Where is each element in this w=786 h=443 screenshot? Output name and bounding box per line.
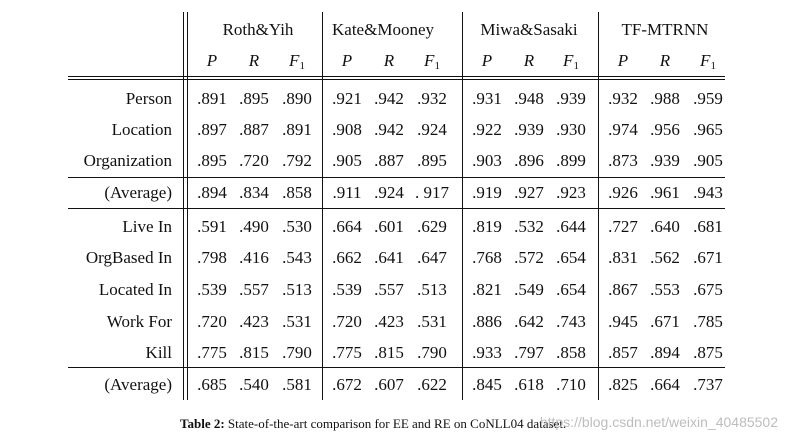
metric-f-letter: F	[424, 51, 435, 70]
entity-average-row-cell: .927	[514, 183, 544, 202]
relation-row-cell: .640	[650, 217, 680, 236]
metric-f-subscript: 1	[573, 60, 579, 72]
relation-row-cell: .675	[693, 280, 723, 299]
relation-row-cell: .775	[332, 343, 362, 362]
metric-header	[563, 51, 579, 71]
relation-row-cell: .945	[608, 312, 638, 331]
relation-row-cell: .720	[332, 312, 362, 331]
relation-row-cell: .857	[608, 343, 638, 362]
relation-row-cell: .513	[417, 280, 447, 299]
entity-row-cell: .908	[332, 120, 362, 139]
group-rule-1	[322, 12, 323, 400]
relation-row-cell: .681	[693, 217, 723, 236]
system-header: TF-MTRNN	[621, 20, 709, 39]
entity-row-cell: .988	[650, 89, 680, 108]
metric-header: P	[481, 51, 493, 70]
relation-row-cell: .644	[556, 217, 586, 236]
metric-header: R	[523, 51, 535, 70]
relation-row-cell: .867	[608, 280, 638, 299]
relation-row-cell: .513	[282, 280, 312, 299]
metric-header: P	[206, 51, 218, 70]
entity-average-row-cell: .961	[650, 183, 680, 202]
relation-row-cell: .894	[650, 343, 680, 362]
relation-row-cell: .831	[608, 248, 638, 267]
entity-row-cell: .895	[197, 151, 227, 170]
relation-row-cell: .775	[197, 343, 227, 362]
header-double-rule-top	[68, 76, 725, 77]
entity-row-cell: .939	[556, 89, 586, 108]
entity-average-rule	[68, 177, 725, 178]
watermark: https://blog.csdn.net/weixin_40485502	[539, 414, 778, 430]
relation-average-row-cell: .737	[693, 375, 723, 394]
relation-row-cell: .671	[693, 248, 723, 267]
caption-text: State-of-the-art comparison for EE and RE on CoNLL04 dataset.	[224, 416, 567, 431]
relation-row-label: Kill	[145, 343, 172, 362]
metric-f-letter: F	[563, 51, 574, 70]
relation-average-row-cell: .825	[608, 375, 638, 394]
relation-average-rule	[68, 367, 725, 368]
metric-header: R	[383, 51, 395, 70]
entity-average-row-cell: .943	[693, 183, 723, 202]
system-header: Roth&Yih	[222, 20, 294, 39]
entity-average-row-cell: .923	[556, 183, 586, 202]
entity-row-cell: .939	[650, 151, 680, 170]
relation-row-cell: .416	[239, 248, 269, 267]
relation-row-cell: .629	[417, 217, 447, 236]
entity-average-row-cell: .834	[239, 183, 269, 202]
group-rule-3	[598, 12, 599, 400]
entity-row-cell: .720	[239, 151, 269, 170]
relation-row-cell: .562	[650, 248, 680, 267]
relation-row-cell: .671	[650, 312, 680, 331]
double-vertical-rule-right	[187, 12, 188, 400]
entity-row-label: Person	[125, 89, 172, 108]
relation-row-cell: .785	[693, 312, 723, 331]
metric-header: R	[248, 51, 260, 70]
relation-row-cell: .821	[472, 280, 502, 299]
relation-average-row-cell: .540	[239, 375, 269, 394]
metric-f-subscript: 1	[434, 60, 440, 72]
entity-row-cell: .887	[374, 151, 404, 170]
relation-row-cell: .557	[374, 280, 404, 299]
entity-row-cell: .891	[197, 89, 227, 108]
relation-row-cell: .797	[514, 343, 544, 362]
relation-row-cell: .798	[197, 248, 227, 267]
entity-row-cell: .897	[197, 120, 227, 139]
relation-row-cell: .553	[650, 280, 680, 299]
group-rule-2	[462, 12, 463, 400]
relation-row-cell: .875	[693, 343, 723, 362]
entity-row-cell: .905	[693, 151, 723, 170]
relation-row-cell: .743	[556, 312, 586, 331]
entity-row-cell: .895	[417, 151, 447, 170]
relation-average-row-cell: .622	[417, 375, 447, 394]
relation-row-cell: .815	[239, 343, 269, 362]
metric-f-subscript: 1	[299, 60, 305, 72]
relation-row-cell: .790	[282, 343, 312, 362]
entity-row-label: Organization	[83, 151, 172, 170]
entity-row-cell: .792	[282, 151, 312, 170]
relation-row-cell: .662	[332, 248, 362, 267]
entity-row-cell: .905	[332, 151, 362, 170]
entity-average-row-cell: .894	[197, 183, 227, 202]
relation-row-cell: .647	[417, 248, 447, 267]
relation-average-row-cell: .710	[556, 375, 586, 394]
relation-row-cell: .815	[374, 343, 404, 362]
metric-header: P	[341, 51, 353, 70]
entity-average-row-cell: .919	[472, 183, 502, 202]
system-header: Kate&Mooney	[332, 20, 434, 39]
relation-average-row-label: (Average)	[104, 375, 172, 394]
entity-row-cell: .891	[282, 120, 312, 139]
entity-row-cell: .896	[514, 151, 544, 170]
entity-row-label: Location	[111, 120, 172, 139]
relation-row-cell: .490	[239, 217, 269, 236]
entity-row-cell: .948	[514, 89, 544, 108]
entity-average-row-cell: .858	[282, 183, 312, 202]
entity-average-row-cell: .924	[374, 183, 404, 202]
entity-row-cell: .930	[556, 120, 586, 139]
relation-row-cell: .539	[332, 280, 362, 299]
entity-row-cell: .956	[650, 120, 680, 139]
entity-row-cell: .922	[472, 120, 502, 139]
relation-row-cell: .790	[417, 343, 447, 362]
relation-average-row-cell: .685	[197, 375, 227, 394]
system-header: Miwa&Sasaki	[480, 20, 578, 39]
entity-row-cell: .903	[472, 151, 502, 170]
relation-row-cell: .727	[608, 217, 638, 236]
caption-prefix: Table 2:	[180, 416, 225, 431]
metric-f-letter: F	[700, 51, 711, 70]
metric-header	[700, 51, 716, 71]
entity-average-row-cell: .926	[608, 183, 638, 202]
metric-f-letter: F	[289, 51, 300, 70]
relation-average-row-cell: .664	[650, 375, 680, 394]
entity-row-cell: .924	[417, 120, 447, 139]
metric-header: P	[617, 51, 629, 70]
entity-row-cell: .932	[608, 89, 638, 108]
entity-average-row-label: (Average)	[104, 183, 172, 202]
relation-row-label: Work For	[106, 312, 172, 331]
double-vertical-rule-left	[183, 12, 184, 400]
relation-row-label: Located In	[98, 280, 172, 299]
entity-row-cell: .873	[608, 151, 638, 170]
relation-row-cell: .549	[514, 280, 544, 299]
entity-row-cell: .942	[374, 120, 404, 139]
relation-row-cell: .664	[332, 217, 362, 236]
relation-row-cell: .530	[282, 217, 312, 236]
relation-row-cell: .601	[374, 217, 404, 236]
relation-row-label: OrgBased In	[85, 248, 172, 267]
relation-row-cell: .642	[514, 312, 544, 331]
entity-row-cell: .939	[514, 120, 544, 139]
relation-row-cell: .654	[556, 248, 586, 267]
relation-row-cell: .423	[239, 312, 269, 331]
entity-row-cell: .921	[332, 89, 362, 108]
entity-row-cell: .895	[239, 89, 269, 108]
relation-row-cell: .531	[282, 312, 312, 331]
metric-f-subscript: 1	[710, 60, 716, 72]
entity-row-cell: .932	[417, 89, 447, 108]
relation-row-cell: .768	[472, 248, 502, 267]
entity-row-cell: .890	[282, 89, 312, 108]
relation-row-label: Live In	[122, 217, 172, 236]
metric-header	[424, 51, 440, 71]
relation-row-cell: .886	[472, 312, 502, 331]
header-double-rule-bottom	[68, 79, 725, 80]
relation-row-cell: .819	[472, 217, 502, 236]
metric-header	[289, 51, 305, 71]
relation-average-row-cell: .607	[374, 375, 404, 394]
relation-row-cell: .539	[197, 280, 227, 299]
section-rule	[68, 208, 725, 209]
entity-row-cell: .965	[693, 120, 723, 139]
table-caption	[180, 416, 566, 432]
relation-row-cell: .641	[374, 248, 404, 267]
relation-row-cell: .591	[197, 217, 227, 236]
relation-row-cell: .531	[417, 312, 447, 331]
relation-average-row-cell: .845	[472, 375, 502, 394]
relation-row-cell: .557	[239, 280, 269, 299]
relation-average-row-cell: .618	[514, 375, 544, 394]
entity-row-cell: .942	[374, 89, 404, 108]
relation-row-cell: .423	[374, 312, 404, 331]
entity-average-row-cell: .911	[332, 183, 362, 202]
relation-row-cell: .532	[514, 217, 544, 236]
entity-row-cell: .887	[239, 120, 269, 139]
entity-row-cell: .974	[608, 120, 638, 139]
relation-row-cell: .654	[556, 280, 586, 299]
entity-row-cell: .931	[472, 89, 502, 108]
metric-header: R	[659, 51, 671, 70]
relation-average-row-cell: .581	[282, 375, 312, 394]
entity-row-cell: .959	[693, 89, 723, 108]
relation-row-cell: .572	[514, 248, 544, 267]
relation-row-cell: .543	[282, 248, 312, 267]
relation-row-cell: .933	[472, 343, 502, 362]
entity-average-row-cell: . 917	[415, 183, 449, 202]
relation-row-cell: .720	[197, 312, 227, 331]
relation-average-row-cell: .672	[332, 375, 362, 394]
entity-row-cell: .899	[556, 151, 586, 170]
relation-row-cell: .858	[556, 343, 586, 362]
